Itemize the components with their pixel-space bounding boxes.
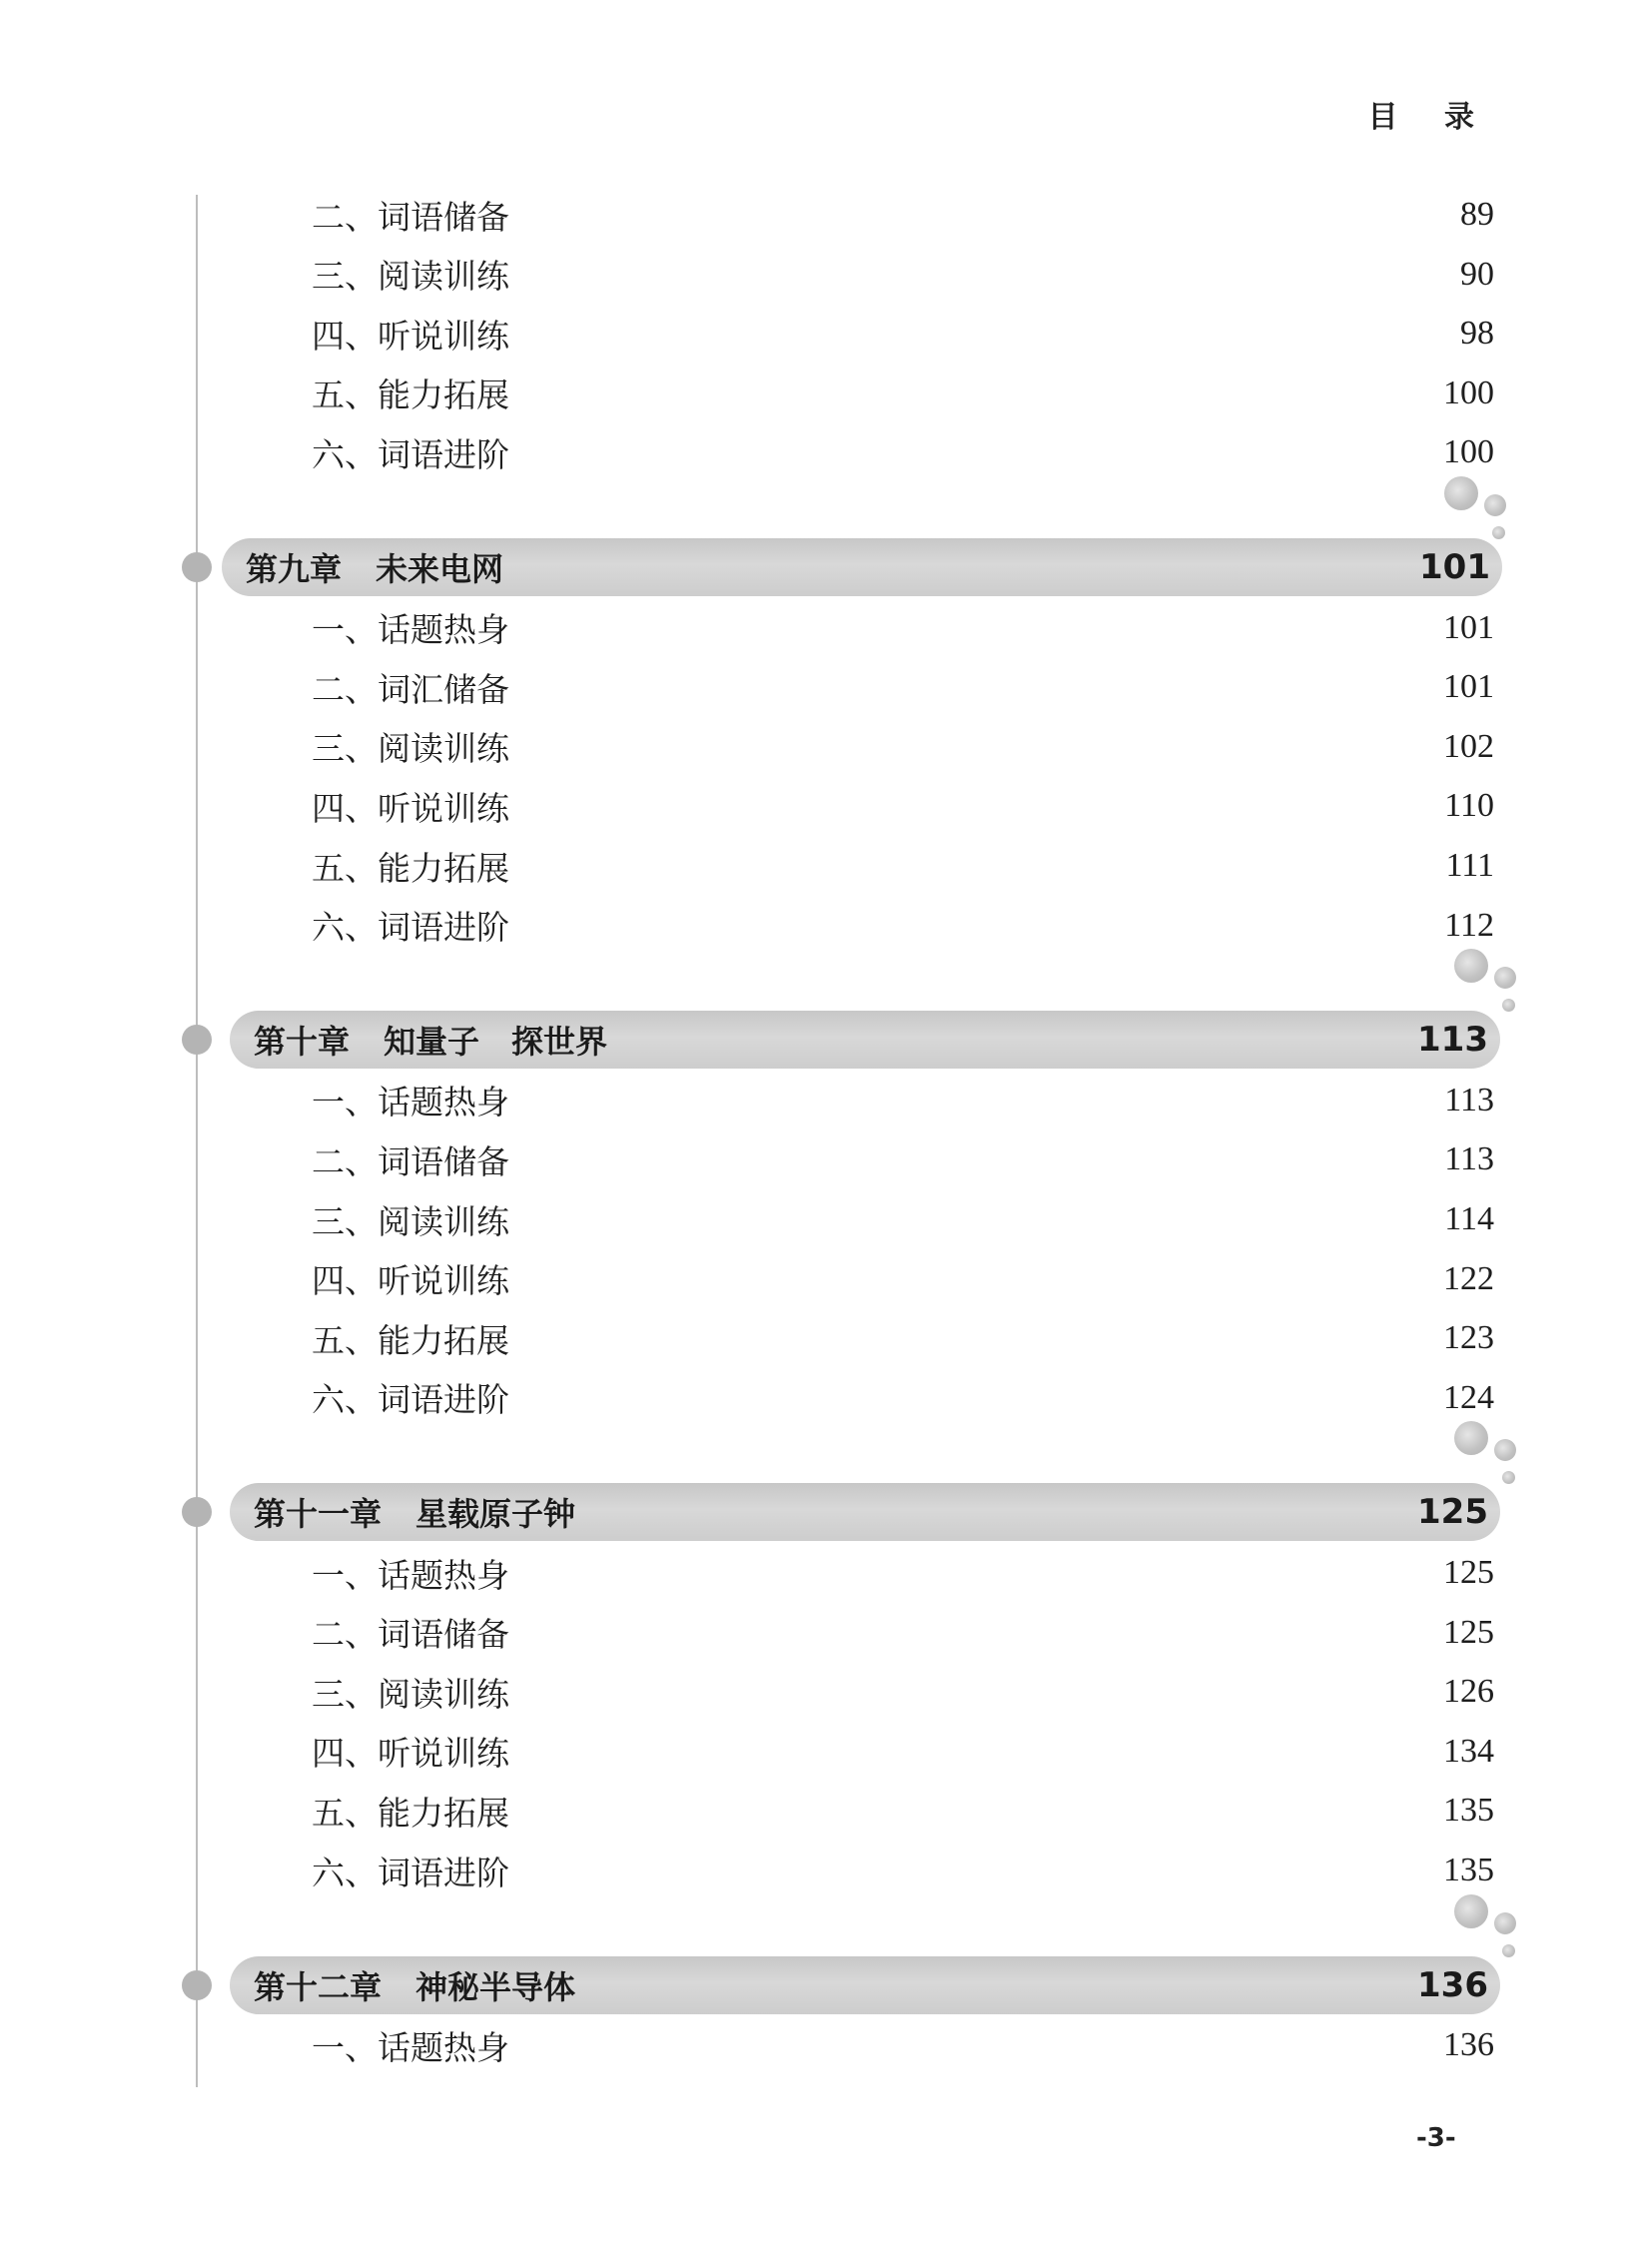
toc-item-label: 一、话题热身: [312, 2027, 509, 2067]
page-number: -3-: [1416, 2123, 1456, 2153]
toc-item[interactable]: [312, 598, 1494, 658]
toc-item-page: 125: [1443, 1554, 1494, 1591]
toc-item-label: 四、听说训练: [312, 316, 509, 356]
toc-item-label: 六、词语进阶: [312, 908, 509, 948]
toc-item-label: 四、听说训练: [312, 1261, 509, 1301]
toc-item-page: 122: [1443, 1259, 1494, 1297]
chapter-heading[interactable]: [230, 1956, 1500, 2014]
toc-item[interactable]: [312, 1722, 1494, 1782]
toc-item-page: 135: [1443, 1792, 1494, 1830]
toc-item-label: 五、能力拓展: [312, 848, 509, 888]
toc-item-label: 四、听说训练: [312, 788, 509, 828]
toc-item[interactable]: [312, 364, 1494, 423]
chapter-number: 第九章: [246, 550, 343, 588]
toc-item-label: 三、阅读训练: [312, 1674, 509, 1714]
chapter-title: 知量子 探世界: [384, 1023, 608, 1062]
toc-item-page: 113: [1444, 1081, 1494, 1119]
toc-item-label: 三、阅读训练: [312, 257, 509, 297]
toc-item[interactable]: [312, 304, 1494, 364]
chapter-number: 第十二章: [254, 1967, 383, 2006]
toc-item[interactable]: [312, 1071, 1494, 1130]
toc-item-label: 一、话题热身: [312, 610, 509, 650]
toc-item-page: 89: [1460, 196, 1494, 233]
toc-item[interactable]: [312, 1841, 1494, 1900]
toc-item-page: 101: [1443, 608, 1494, 646]
toc-item-page: 125: [1443, 1613, 1494, 1651]
chapter-heading[interactable]: [230, 1011, 1500, 1069]
timeline-dot-icon: [182, 1497, 212, 1527]
toc-item-page: 126: [1443, 1673, 1494, 1711]
toc-item-label: 一、话题热身: [312, 1555, 509, 1595]
chapter-page: 136: [1417, 1964, 1488, 2005]
toc-item[interactable]: [312, 896, 1494, 956]
toc-item[interactable]: [312, 1189, 1494, 1249]
toc-item-label: 二、词汇储备: [312, 669, 509, 709]
chapter-label: [254, 1017, 607, 1063]
toc-item[interactable]: [312, 1308, 1494, 1368]
toc-item-label: 五、能力拓展: [312, 1793, 509, 1833]
toc-item-page: 123: [1443, 1319, 1494, 1357]
chapter-title: 神秘半导体: [415, 1967, 576, 2006]
toc-item-label: 六、词语进阶: [312, 1853, 509, 1892]
chapter-label: [254, 1489, 575, 1535]
toc-item[interactable]: [312, 1249, 1494, 1309]
chapter-page: 113: [1417, 1020, 1488, 1061]
toc-item-page: 102: [1443, 727, 1494, 765]
chapter-label: [254, 1962, 575, 2008]
chapter-page: 101: [1419, 547, 1490, 587]
toc-item[interactable]: [312, 1603, 1494, 1663]
toc-item-page: 100: [1443, 374, 1494, 411]
chapter-number: 第十章: [254, 1023, 351, 1062]
toc-item[interactable]: [312, 717, 1494, 777]
toc-item-label: 二、词语储备: [312, 1141, 509, 1181]
toc-item-page: 113: [1444, 1140, 1494, 1178]
toc-item[interactable]: [312, 836, 1494, 896]
timeline-dot-icon: [182, 1025, 212, 1055]
toc-item-page: 90: [1460, 255, 1494, 293]
toc-item-label: 五、能力拓展: [312, 375, 509, 415]
toc-item-page: 136: [1443, 2026, 1494, 2064]
timeline-dot-icon: [182, 1970, 212, 2000]
toc-item[interactable]: [312, 1543, 1494, 1603]
toc-item-label: 四、听说训练: [312, 1734, 509, 1774]
toc-item-label: 五、能力拓展: [312, 1320, 509, 1360]
toc-item[interactable]: [312, 1781, 1494, 1841]
toc-item-label: 六、词语进阶: [312, 434, 509, 474]
toc-item[interactable]: [312, 422, 1494, 482]
toc-item[interactable]: [312, 657, 1494, 717]
toc-item-page: 98: [1460, 315, 1494, 353]
header-title: 目 录: [1367, 100, 1492, 135]
chapter-title: 星载原子钟: [415, 1495, 576, 1534]
toc-item-page: 101: [1443, 668, 1494, 706]
toc-item[interactable]: [312, 245, 1494, 305]
toc-item-page: 110: [1444, 787, 1494, 825]
toc-item-page: 100: [1443, 433, 1494, 471]
toc-item-label: 一、话题热身: [312, 1083, 509, 1122]
toc-item-label: 三、阅读训练: [312, 729, 509, 769]
toc-item[interactable]: [312, 1129, 1494, 1189]
toc-item[interactable]: [312, 1662, 1494, 1722]
toc-item[interactable]: [312, 185, 1494, 245]
toc-item-label: 三、阅读训练: [312, 1201, 509, 1241]
chapter-page: 125: [1417, 1492, 1488, 1533]
chapter-label: [246, 544, 503, 590]
toc-item-label: 二、词语储备: [312, 197, 509, 237]
toc-item-page: 134: [1443, 1732, 1494, 1770]
toc-item[interactable]: [312, 776, 1494, 836]
toc-item-page: 112: [1444, 906, 1494, 944]
toc-item-page: 114: [1444, 1200, 1494, 1237]
chapter-heading[interactable]: [222, 538, 1502, 596]
chapter-title: 未来电网: [376, 550, 504, 588]
timeline-dot-icon: [182, 552, 212, 582]
toc-item-label: 六、词语进阶: [312, 1380, 509, 1420]
toc-item-page: 111: [1445, 847, 1494, 884]
toc-item-label: 二、词语储备: [312, 1615, 509, 1655]
toc-item[interactable]: [312, 1368, 1494, 1428]
chapter-number: 第十一章: [254, 1495, 383, 1534]
toc-item-page: 124: [1443, 1378, 1494, 1416]
toc-item[interactable]: [312, 2015, 1494, 2075]
toc-item-page: 135: [1443, 1852, 1494, 1888]
chapter-heading[interactable]: [230, 1483, 1500, 1541]
